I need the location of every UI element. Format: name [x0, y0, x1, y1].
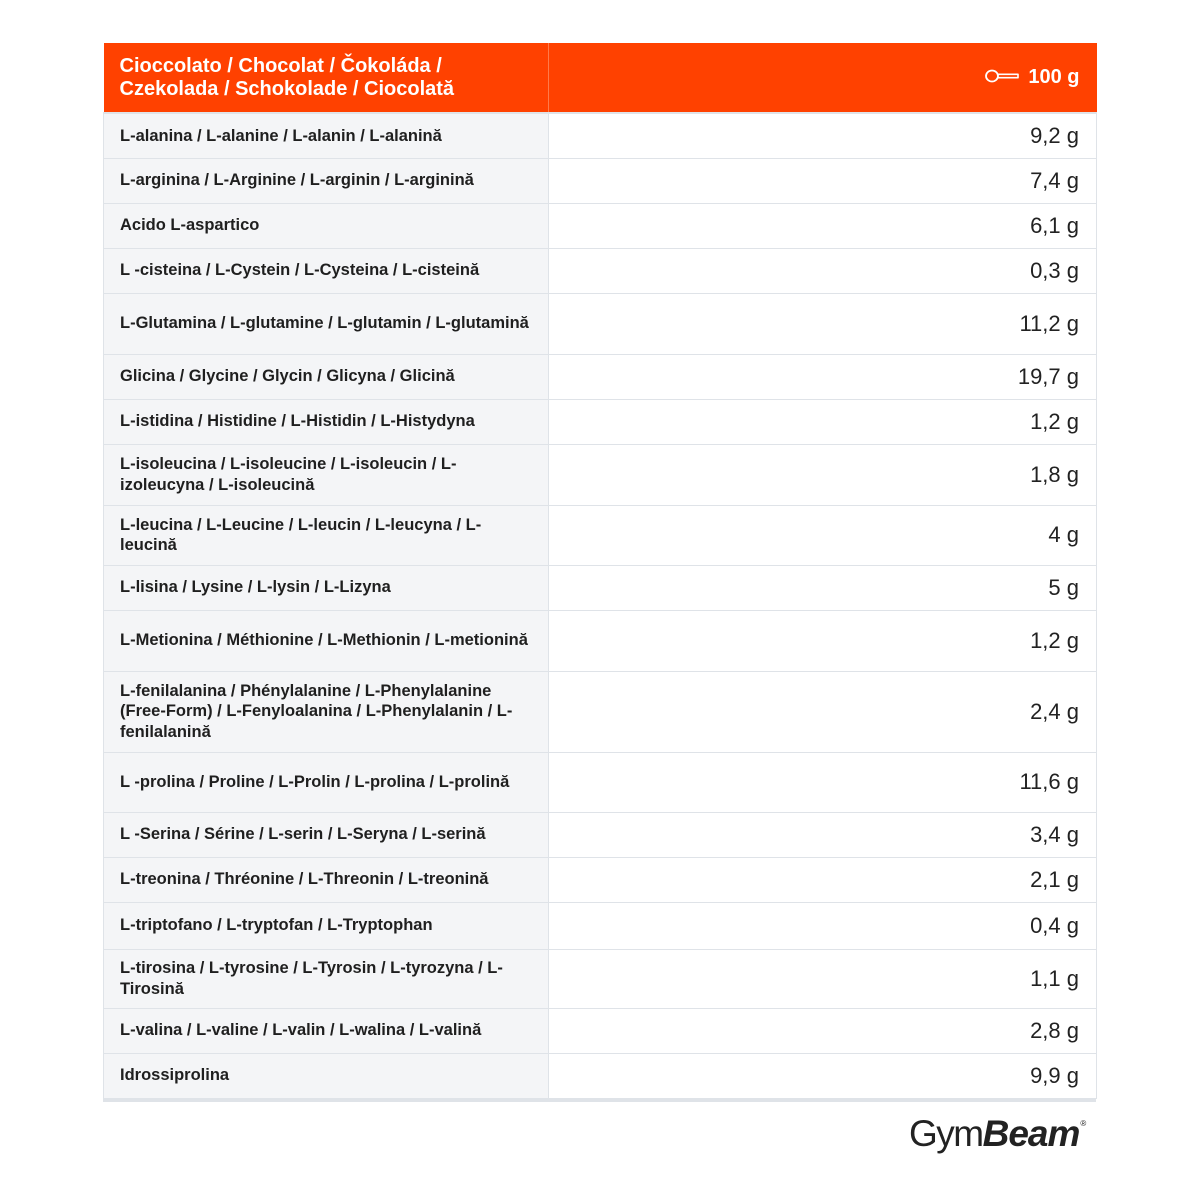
table-row [104, 812, 1097, 857]
table-row [104, 752, 1097, 812]
amino-acid-amount: 19,7 g [549, 354, 1097, 399]
amino-acid-name: L-leucina / L-Leucine / L-leucin / L-leucyna / L-leucină [104, 505, 549, 565]
amino-acid-amount: 5 g [549, 565, 1097, 610]
amino-acid-name: L-fenilalanina / Phénylalanine / L-Phenylalanine (Free-Form) / L-Fenyloalanina / L-Phenylalanin / L-fenilalanină [104, 671, 549, 752]
table-row [104, 248, 1097, 293]
table-row [104, 203, 1097, 248]
amino-acid-name: L-arginina / L-Arginine / L-arginin / L-arginină [104, 158, 549, 203]
amino-acid-table [103, 43, 1097, 1099]
table-row [104, 902, 1097, 949]
scoop-icon [985, 66, 1019, 89]
table-row [104, 113, 1097, 158]
amino-acid-amount: 2,1 g [549, 857, 1097, 902]
amino-acid-amount: 6,1 g [549, 203, 1097, 248]
amino-acid-amount: 11,2 g [549, 293, 1097, 354]
table-row [104, 1053, 1097, 1098]
table-header-row [104, 43, 1097, 113]
table-row [104, 293, 1097, 354]
amino-acid-amount: 1,2 g [549, 399, 1097, 444]
table-row [104, 610, 1097, 671]
amino-acid-amount: 4 g [549, 505, 1097, 565]
amino-acid-name: L-tirosina / L-tyrosine / L-Tyrosin / L-tyrozyna / L-Tirosină [104, 949, 549, 1008]
amino-acid-amount: 1,8 g [549, 444, 1097, 505]
amino-acid-name: Glicina / Glycine / Glycin / Glicyna / Glicină [104, 354, 549, 399]
amino-acid-name: L-valina / L-valine / L-valin / L-walina / L-valină [104, 1008, 549, 1053]
table-row [104, 857, 1097, 902]
table-row [104, 565, 1097, 610]
amino-acid-name: L -cisteina / L-Cystein / L-Cysteina / L-cisteină [104, 248, 549, 293]
amino-acid-amount: 1,1 g [549, 949, 1097, 1008]
table-row [104, 505, 1097, 565]
serving-size-label: 100 g [1028, 66, 1080, 88]
amino-acid-amount: 1,2 g [549, 610, 1097, 671]
amino-acid-amount: 2,8 g [549, 1008, 1097, 1053]
amino-acid-name: Acido L-aspartico [104, 203, 549, 248]
amino-acid-name: L-istidina / Histidine / L-Histidin / L-Histydyna [104, 399, 549, 444]
serving-header [549, 43, 1097, 113]
amino-acid-name: L-lisina / Lysine / L-lysin / L-Lizyna [104, 565, 549, 610]
amino-acid-name: L-triptofano / L-tryptofan / L-Tryptophan [104, 902, 549, 949]
amino-acid-name: L-treonina / Thréonine / L-Threonin / L-treonină [104, 857, 549, 902]
amino-acid-amount: 0,4 g [549, 902, 1097, 949]
amino-acid-amount: 0,3 g [549, 248, 1097, 293]
amino-acid-amount: 11,6 g [549, 752, 1097, 812]
table-row [104, 444, 1097, 505]
table-row [104, 671, 1097, 752]
amino-acid-amount: 9,9 g [549, 1053, 1097, 1098]
table-row [104, 158, 1097, 203]
registered-mark: ® [1080, 1119, 1087, 1128]
amino-acid-name: L -Serina / Sérine / L-serin / L-Seryna / L-serină [104, 812, 549, 857]
nutrition-table-container [103, 43, 1096, 1102]
gymbeam-logo: GymBeam® [909, 1113, 1087, 1154]
table-row [104, 949, 1097, 1008]
amino-acid-amount: 2,4 g [549, 671, 1097, 752]
amino-acid-name: L-Metionina / Méthionine / L-Methionin / L-metionină [104, 610, 549, 671]
table-row [104, 354, 1097, 399]
amino-acid-name: Idrossiprolina [104, 1053, 549, 1098]
amino-acid-name: L-alanina / L-alanine / L-alanin / L-alanină [104, 113, 549, 158]
flavor-header: Cioccolato / Chocolat / Čokoláda / Czekolada / Schokolade / Ciocolată [104, 43, 549, 113]
amino-acid-name: L-isoleucina / L-isoleucine / L-isoleucin / L-izoleucyna / L-isoleucină [104, 444, 549, 505]
table-row [104, 1008, 1097, 1053]
amino-acid-amount: 3,4 g [549, 812, 1097, 857]
amino-acid-name: L -prolina / Proline / L-Prolin / L-prolina / L-prolină [104, 752, 549, 812]
amino-acid-name: L-Glutamina / L-glutamine / L-glutamin / L-glutamină [104, 293, 549, 354]
table-row [104, 399, 1097, 444]
amino-acid-amount: 7,4 g [549, 158, 1097, 203]
amino-acid-amount: 9,2 g [549, 113, 1097, 158]
